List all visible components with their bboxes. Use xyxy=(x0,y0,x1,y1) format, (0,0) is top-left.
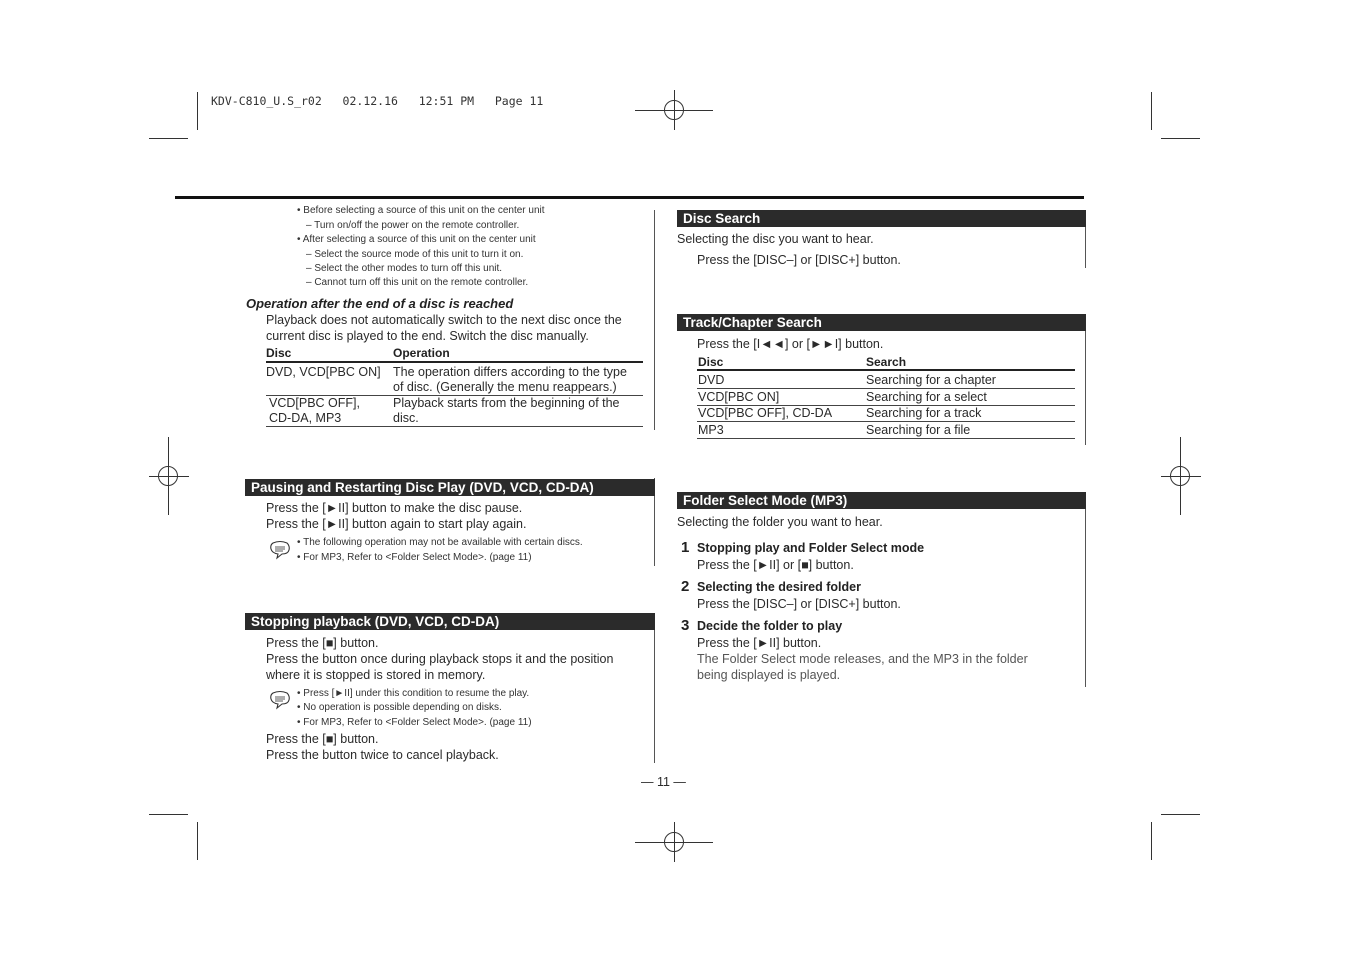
column-divider xyxy=(1085,492,1086,687)
end-of-disc-text: current disc is played to the end. Switch the disc manually. xyxy=(266,329,589,343)
step-title: Decide the folder to play xyxy=(697,619,843,633)
table-row-rule xyxy=(697,421,1075,422)
pause-line: Press the [►II] button again to start play again. xyxy=(266,517,527,531)
section-header-folder-select: Folder Select Mode (MP3) xyxy=(677,492,1086,509)
stop-note: • For MP3, Refer to <Folder Select Mode>. (page 11) xyxy=(297,717,532,728)
step-line: Press the [►II] or [■] button. xyxy=(697,558,854,572)
disc-search-desc: Selecting the disc you want to hear. xyxy=(677,232,874,246)
table-cell: The operation differs according to the type xyxy=(393,365,627,379)
section-header-track-search: Track/Chapter Search xyxy=(677,314,1086,331)
column-divider xyxy=(654,210,655,430)
stop-line: Press the [■] button. xyxy=(266,636,379,650)
crop-mark xyxy=(149,138,188,139)
table-cell: VCD[PBC OFF], xyxy=(269,396,360,410)
step-number: 3 xyxy=(681,617,690,634)
table-cell: disc. xyxy=(393,411,419,425)
column-divider xyxy=(654,613,655,763)
intro-bullet: • Before selecting a source of this unit on the center unit xyxy=(297,205,545,216)
table-cell: Playback starts from the beginning of the xyxy=(393,396,620,410)
intro-sub: – Select the other modes to turn off this unit. xyxy=(306,263,503,274)
crop-mark xyxy=(149,814,188,815)
table-cell: VCD[PBC OFF], CD-DA xyxy=(698,406,833,420)
table-cell: DVD xyxy=(698,373,725,387)
intro-bullet: • After selecting a source of this unit on the center unit xyxy=(297,234,536,245)
registration-circle xyxy=(1170,466,1190,486)
crop-mark xyxy=(1161,138,1200,139)
table-header-rule xyxy=(697,369,1075,371)
step-line: Press the [DISC–] or [DISC+] button. xyxy=(697,597,901,611)
section-header-pause: Pausing and Restarting Disc Play (DVD, VCD, CD-DA) xyxy=(245,479,655,496)
top-rule xyxy=(175,196,1084,199)
crop-mark xyxy=(1151,92,1152,130)
table-header-disc: Disc xyxy=(698,355,724,369)
intro-sub: – Cannot turn off this unit on the remote controller. xyxy=(306,277,529,288)
stop-line: Press the button once during playback stops it and the position xyxy=(266,652,614,666)
table-header-operation: Operation xyxy=(393,346,450,360)
stop-note: • Press [►II] under this condition to resume the play. xyxy=(297,688,530,699)
step-number: 2 xyxy=(681,578,690,595)
table-cell: Searching for a chapter xyxy=(866,373,996,387)
step-number: 1 xyxy=(681,539,690,556)
disc-search-action: Press the [DISC–] or [DISC+] button. xyxy=(697,253,901,267)
table-cell: VCD[PBC ON] xyxy=(698,390,780,404)
table-row-rule xyxy=(697,388,1075,389)
page-number: — 11 — xyxy=(641,775,686,789)
step-note: being displayed is played. xyxy=(697,668,841,682)
print-header-line: KDV-C810_U.S_r02 02.12.16 12:51 PM Page 11 xyxy=(211,94,544,108)
crop-mark xyxy=(197,822,198,860)
pause-note: • The following operation may not be available with certain discs. xyxy=(297,537,583,548)
track-action: Press the [I◄◄] or [►►I] button. xyxy=(697,337,884,351)
stop-line: where it is stopped is stored in memory. xyxy=(266,668,486,682)
stop-line: Press the [■] button. xyxy=(266,732,379,746)
crop-mark xyxy=(1161,814,1200,815)
end-of-disc-title: Operation after the end of a disc is reached xyxy=(246,296,514,311)
table-cell: Searching for a track xyxy=(866,406,982,420)
section-header-stop: Stopping playback (DVD, VCD, CD-DA) xyxy=(245,613,655,630)
table-header-search: Search xyxy=(866,355,907,369)
table-cell: DVD, VCD[PBC ON] xyxy=(266,365,381,379)
step-title: Stopping play and Folder Select mode xyxy=(697,541,925,555)
table-header-disc: Disc xyxy=(266,346,292,360)
pause-note: • For MP3, Refer to <Folder Select Mode>. (page 11) xyxy=(297,552,532,563)
step-note: The Folder Select mode releases, and the MP3 in the folder xyxy=(697,652,1028,666)
intro-sub: – Select the source mode of this unit to turn it on. xyxy=(306,249,524,260)
step-line: Press the [►II] button. xyxy=(697,636,822,650)
table-cell: Searching for a select xyxy=(866,390,987,404)
section-header-disc-search: Disc Search xyxy=(677,210,1086,227)
folder-desc: Selecting the folder you want to hear. xyxy=(677,515,883,529)
stop-note: • No operation is possible depending on disks. xyxy=(297,702,502,713)
step-title: Selecting the desired folder xyxy=(697,580,861,594)
table-row-rule xyxy=(697,438,1075,439)
table-header-rule xyxy=(266,361,643,363)
crop-mark xyxy=(197,92,198,130)
table-cell: of disc. (Generally the menu reappears.) xyxy=(393,380,617,394)
intro-sub: – Turn on/off the power on the remote controller. xyxy=(306,220,520,231)
registration-circle xyxy=(158,466,178,486)
pause-line: Press the [►II] button to make the disc pause. xyxy=(266,501,523,515)
table-row-rule xyxy=(266,426,643,427)
table-cell: Searching for a file xyxy=(866,423,971,437)
note-icon xyxy=(269,540,291,560)
registration-circle xyxy=(664,832,684,852)
table-cell: MP3 xyxy=(698,423,724,437)
registration-circle xyxy=(664,100,684,120)
crop-mark xyxy=(1151,822,1152,860)
column-divider xyxy=(1085,314,1086,445)
end-of-disc-text: Playback does not automatically switch to the next disc once the xyxy=(266,313,622,327)
table-cell: CD-DA, MP3 xyxy=(269,411,342,425)
stop-line: Press the button twice to cancel playback. xyxy=(266,748,499,762)
note-icon xyxy=(269,690,291,710)
